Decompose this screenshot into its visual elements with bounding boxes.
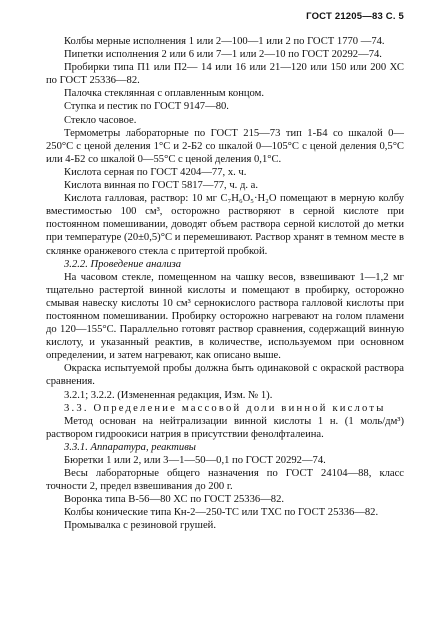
paragraph: 3.2.2. Проведение анализа xyxy=(64,258,182,270)
page-header: ГОСТ 21205—83 С. 5 xyxy=(306,11,404,22)
paragraph: Пробирки типа П1 или П2— 14 или 16 или 21—120 или 150 или 200 ХС по ГОСТ 25336—82. xyxy=(46,62,404,87)
paragraph: 3.3. Определение массовой доли винной кислоты xyxy=(64,402,386,414)
paragraph: Окраска испытуемой пробы должна быть одинаковой с окраской раствора сравнения. xyxy=(46,363,404,388)
paragraph: Бюретки 1 или 2, или 3—1—50—0,1 по ГОСТ 20292—74. xyxy=(64,455,326,466)
paragraph: Кислота серная по ГОСТ 4204—77, х. ч. xyxy=(64,166,247,178)
paragraph: Метод основан на нейтрализации винной кислоты 1 н. (1 моль/дм³) раствором гидроокиси натрия в присутствии фенолфталеина. xyxy=(46,415,404,440)
paragraph: Палочка стеклянная с оплавленным концом. xyxy=(64,88,264,100)
paragraph: Весы лабораторные общего назначения по ГОСТ 24104—88, класс точности 2, предел взвешивания до 200 г. xyxy=(46,468,404,493)
paragraph: Пипетки исполнения 2 или 6 или 7—1 или 2—10 по ГОСТ 20292—74. xyxy=(64,49,382,61)
paragraph: 3.3.1. Аппаратура, реактивы xyxy=(64,441,196,453)
paragraph: Воронка типа В-56—80 ХС по ГОСТ 25336—82. xyxy=(64,494,285,506)
paragraph: 3.2.1; 3.2.2. (Измененная редакция, Изм. № 1). xyxy=(64,389,273,401)
document-body xyxy=(46,35,404,533)
paragraph: Стекло часовое. xyxy=(64,114,137,126)
paragraph: Кислота галловая, раствор: 10 мг C₇H₆O₅·H₂O помещают в мерную колбу вместимостью 100 см³, осторожно растворяют в серной кислоте при постоянном помешивании, доводят объем раствора серной кислотой до метки при температуре (20±0,5)°С и перемешивают. Раствор хранят в темном месте в склянке оранжевого стекла с притертой пробкой. xyxy=(46,193,404,257)
paragraph: Кислота винная по ГОСТ 5817—77, ч. д. а. xyxy=(64,180,258,192)
paragraph: Колбы конические типа Кн-2—250-ТС или ТХС по ГОСТ 25336—82. xyxy=(64,507,379,519)
paragraph: На часовом стекле, помещенном на чашку весов, взвешивают 1—1,2 мг тщательно растертой винной кислоты и помещают в пробирку, осторожно смывая навеску кислоты 10 см³ сернокислого раствора галловой кислоты при постоянном помешивании. Пробирку осторожно нагревают на голом пламени до 120—155°С. Параллельно готовят раствор сравнения, содержащий винную кислоту, и указанный реактив, в количестве, используемом при основном определении, и затем нагревают, как описано выше. xyxy=(46,271,404,362)
paragraph: Промывалка с резиновой грушей. xyxy=(64,520,216,532)
paragraph: Ступка и пестик по ГОСТ 9147—80. xyxy=(64,101,229,113)
paragraph: Колбы мерные исполнения 1 или 2—100—1 или 2 по ГОСТ 1770 —74. xyxy=(64,36,385,47)
paragraph: Термометры лабораторные по ГОСТ 215—73 тип 1-Б4 со шкалой 0—250°С с ценой деления 1°С и 2-Б2 со шкалой 0—105°С с ценой деления 0,5°С или 4-Б2 со шкалой 0—55°С с ценой деления 0,1°С. xyxy=(46,127,404,165)
